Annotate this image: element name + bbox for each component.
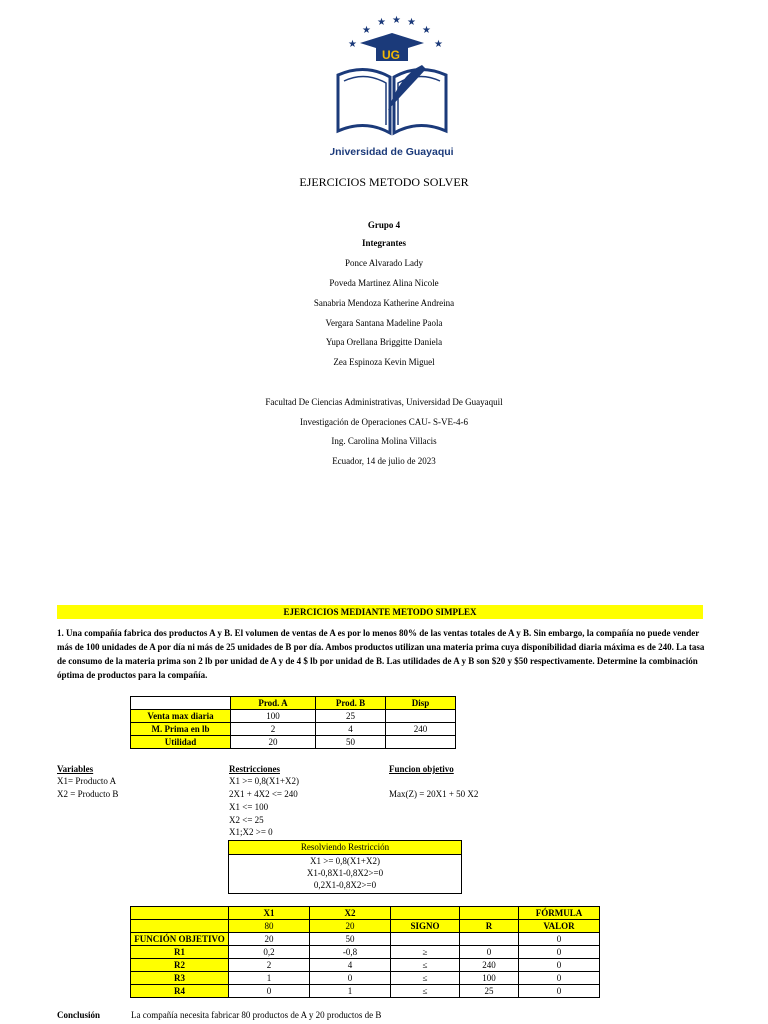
course-text: Investigación de Operaciones CAU- S-VE-4-6 (300, 417, 468, 427)
table-cell (391, 933, 460, 946)
table-cell (131, 697, 231, 710)
member-item: Vergara Santana Madeline Paola (325, 318, 443, 328)
table-cell: 0 (519, 985, 600, 998)
table-cell (386, 710, 456, 723)
page-title: EJERCICIOS METODO SOLVER (299, 175, 469, 189)
table-cell: 1 (310, 985, 391, 998)
table-header: Prod. A (231, 697, 316, 710)
table-header (391, 907, 460, 920)
table-cell: 100 (460, 972, 519, 985)
table-cell: 25 (316, 710, 386, 723)
table-cell: 0 (460, 946, 519, 959)
data-table (130, 696, 456, 749)
table-header: X1 (229, 907, 310, 920)
svg-text:★: ★ (348, 39, 357, 50)
resolving-heading: Resolviendo Restricción (229, 841, 461, 855)
table-cell: 2 (231, 723, 316, 736)
table-cell: 1 (229, 972, 310, 985)
table-cell: 25 (460, 985, 519, 998)
table-header (460, 907, 519, 920)
logo-caption: Universidad de Guayaquil (330, 146, 454, 158)
restriction-item: 2X1 + 4X2 <= 240 (229, 789, 298, 799)
university-logo (330, 15, 454, 165)
table-cell (386, 736, 456, 749)
variables-heading: Variables (57, 764, 94, 774)
date-text: Ecuador, 14 de julio de 2023 (332, 456, 436, 466)
table-cell: 240 (460, 959, 519, 972)
problem-statement: 1. Una compañía fabrica dos productos A y B. El volumen de ventas de A es por lo menos 80% de las ventas totales de A y B. Sin embargo, la compañía no puede vender más de 100 unidades de A por día ni más de 25 unidades de B por día. Ambos productos utilizan una materia prima cuya disponibilidad diaria máxima es de 240. La tasa de consumo de la materia prima son 2 lb por unidad de A y de 4 $ lb por unidad de B. Las utilidades de A y B son $20 y $50 respectivamente. Determine la combinación óptima de productos para la compañía. (57, 628, 705, 680)
table-cell: 20 (229, 933, 310, 946)
restriction-item: X1 <= 100 (229, 802, 269, 812)
row-label: M. Prima en lb (131, 723, 231, 736)
resolving-box (228, 840, 462, 894)
conclusion-label: Conclusión (57, 1010, 101, 1020)
table-cell: ≤ (391, 959, 460, 972)
restriction-item: X1;X2 >= 0 (229, 827, 273, 837)
svg-text:★: ★ (407, 17, 416, 28)
table-cell: 50 (310, 933, 391, 946)
objective-function: Max(Z) = 20X1 + 50 X2 (389, 789, 479, 799)
table-cell: 100 (231, 710, 316, 723)
member-item: Poveda Martinez Alina Nicole (329, 278, 439, 288)
table-cell: 240 (386, 723, 456, 736)
svg-text:★: ★ (422, 25, 431, 36)
table-cell: 4 (316, 723, 386, 736)
table-cell: 4 (310, 959, 391, 972)
svg-text:★: ★ (434, 39, 443, 50)
table-header: X2 (310, 907, 391, 920)
table-cell: 80 (229, 920, 310, 933)
table-cell: -0,8 (310, 946, 391, 959)
restriction-item: X1 >= 0,8(X1+X2) (229, 776, 299, 786)
table-cell: 0 (519, 959, 600, 972)
row-label: R3 (131, 972, 229, 985)
group-label: Grupo 4 (367, 220, 401, 230)
table-cell: 0,2 (229, 946, 310, 959)
member-item: Sanabria Mendoza Katherine Andreina (313, 298, 455, 308)
table-cell: ≤ (391, 985, 460, 998)
member-item: Ponce Alvarado Lady (345, 258, 423, 268)
restrictions-heading: Restricciones (229, 764, 280, 774)
solver-table (130, 906, 600, 998)
faculty-text: Facultad De Ciencias Administrativas, Universidad De Guayaquil (265, 397, 503, 407)
table-header: R (460, 920, 519, 933)
table-cell: 20 (231, 736, 316, 749)
table-cell: 0 (519, 946, 600, 959)
table-cell: 0 (519, 933, 600, 946)
svg-text:★: ★ (392, 15, 401, 26)
table-header (131, 907, 229, 920)
table-cell: 0 (310, 972, 391, 985)
table-header: Prod. B (316, 697, 386, 710)
member-item: Zea Espinoza Kevin Miguel (333, 357, 435, 367)
table-header: VALOR (519, 920, 600, 933)
table-header: Disp (386, 697, 456, 710)
resolving-line: X1 >= 0,8(X1+X2) (310, 856, 380, 866)
resolving-line: X1-0,8X1-0,8X2>=0 (306, 868, 384, 878)
table-cell: ≥ (391, 946, 460, 959)
resolving-line: 0,2X1-0,8X2>=0 (313, 880, 377, 890)
row-label: R1 (131, 946, 229, 959)
table-cell (460, 933, 519, 946)
table-cell: 20 (310, 920, 391, 933)
table-cell: 0 (229, 985, 310, 998)
members-heading: Integrantes (362, 238, 406, 248)
table-header: SIGNO (391, 920, 460, 933)
table-cell: ≤ (391, 972, 460, 985)
variable-item: X2 = Producto B (57, 789, 119, 799)
objective-heading: Funcion objetivo (389, 764, 454, 774)
row-label: Venta max diaria (131, 710, 231, 723)
svg-text:UG: UG (382, 48, 400, 62)
variable-item: X1= Producto A (57, 776, 117, 786)
teacher-text: Ing. Carolina Molina Villacis (331, 436, 437, 446)
conclusion-text: La compañía necesita fabricar 80 productos de A y 20 productos de B (131, 1010, 382, 1020)
table-cell: 50 (316, 736, 386, 749)
row-label: R4 (131, 985, 229, 998)
row-label: FUNCIÓN OBJETIVO (131, 933, 229, 946)
restriction-item: X2 <= 25 (229, 815, 264, 825)
table-header: FÓRMULA (519, 907, 600, 920)
table-header (131, 920, 229, 933)
table-cell: 2 (229, 959, 310, 972)
section-title: EJERCICIOS MEDIANTE METODO SIMPLEX (57, 605, 703, 619)
row-label: Utilidad (131, 736, 231, 749)
svg-text:★: ★ (377, 17, 386, 28)
table-cell: 0 (519, 972, 600, 985)
row-label: R2 (131, 959, 229, 972)
member-item: Yupa Orellana Briggitte Daniela (325, 337, 443, 347)
svg-text:★: ★ (362, 25, 371, 36)
